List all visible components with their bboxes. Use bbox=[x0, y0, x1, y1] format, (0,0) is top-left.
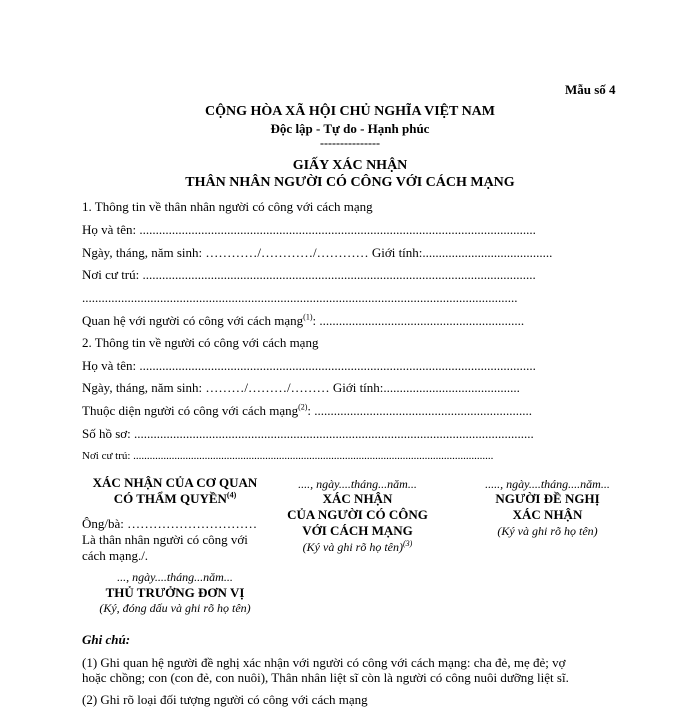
footnote-ref-2: (2) bbox=[298, 402, 308, 412]
merit-person-confirm-subtitle-2: VỚI CÁCH MẠNG bbox=[302, 523, 413, 538]
relative-residence-field: Nơi cư trú: ......................................................................................................................... bbox=[82, 267, 536, 282]
relative-residence-continued: ...................................................................................................................................... bbox=[82, 290, 518, 305]
authority-confirm-text-1: Là thân nhân người có công với bbox=[82, 532, 248, 547]
country-name: CỘNG HÒA XÃ HỘI CHỦ NGHĨA VIỆT NAM bbox=[204, 104, 495, 119]
footnote-ref-4: (4) bbox=[226, 490, 237, 500]
note-1-line-2: hoặc chồng; con (con đẻ, con nuôi), Thân nhân liệt sĩ còn là người có công nuôi dưỡng liệt sĩ. bbox=[82, 670, 569, 685]
notes-heading: Ghi chú: bbox=[82, 632, 131, 647]
merit-person-date-line: ...., ngày....tháng...năm... bbox=[298, 477, 417, 491]
authority-date-line: ..., ngày....tháng...năm... bbox=[117, 570, 233, 584]
form-number: Mẫu số 4 bbox=[565, 82, 616, 97]
authority-subtitle-text: CÓ THẨM QUYỀN bbox=[113, 491, 227, 506]
footnote-ref-1: (1) bbox=[303, 312, 313, 322]
requester-subtitle: XÁC NHẬN bbox=[512, 507, 583, 522]
record-number-field: Số hồ sơ: ........................................................................................................................... bbox=[82, 426, 534, 441]
relative-birth-gender-field: Ngày, tháng, năm sinh: …………/…………/………… Giới tính:........................................ bbox=[82, 245, 553, 260]
footnote-ref-3: (3) bbox=[402, 539, 413, 548]
unit-head-title: THỦ TRƯỞNG ĐƠN VỊ bbox=[105, 585, 245, 600]
note-2: (2) Ghi rõ loại đối tượng người có công với cách mạng bbox=[82, 692, 368, 707]
merit-person-sign-note-text: (Ký và ghi rõ họ tên) bbox=[302, 540, 403, 554]
merit-person-name-field: Họ và tên: .......................................................................................................................... bbox=[82, 358, 536, 373]
merit-category-label: Thuộc diện người có công với cách mạng bbox=[82, 403, 299, 418]
merit-person-confirm-title: XÁC NHẬN bbox=[322, 491, 393, 506]
relationship-field bbox=[82, 313, 524, 329]
document-title: GIẤY XÁC NHẬN bbox=[292, 158, 408, 173]
authority-confirmation-title: XÁC NHẬN CỦA CƠ QUAN bbox=[92, 475, 258, 490]
unit-head-sign-note: (Ký, đóng dấu và ghi rõ họ tên) bbox=[99, 601, 251, 615]
relationship-label: Quan hệ với người có công với cách mạng bbox=[82, 313, 304, 328]
merit-person-birth-gender-field: Ngày, tháng, năm sinh: ………/………/……… Giới tính:.......................................... bbox=[82, 380, 520, 395]
authority-confirmation-subtitle bbox=[80, 491, 270, 507]
merit-person-confirm-subtitle: CỦA NGƯỜI CÓ CÔNG bbox=[287, 507, 428, 522]
requester-date-line: ....., ngày....tháng....năm... bbox=[485, 477, 610, 491]
document-subtitle: THÂN NHÂN NGƯỜI CÓ CÔNG VỚI CÁCH MẠNG bbox=[185, 175, 515, 190]
national-motto: Độc lập - Tự do - Hạnh phúc bbox=[270, 121, 430, 136]
merit-category-dots: : ................................................................... bbox=[307, 403, 533, 418]
relationship-dots: : ............................................................... bbox=[312, 313, 525, 328]
requester-sign-note: (Ký và ghi rõ họ tên) bbox=[497, 524, 598, 538]
header-divider: --------------- bbox=[320, 136, 380, 150]
authority-confirm-text-2: cách mạng./. bbox=[82, 548, 149, 563]
note-1-line-1: (1) Ghi quan hệ người đề nghị xác nhận với người có công với cách mạng: cha đẻ, mẹ đẻ; vợ bbox=[82, 655, 566, 670]
relative-name-field: Họ và tên: .......................................................................................................................... bbox=[82, 222, 536, 237]
merit-person-sign-note bbox=[270, 540, 445, 555]
merit-category-field bbox=[82, 403, 532, 419]
merit-person-residence-field: Nơi cư trú: ................................................................................................................................... bbox=[82, 450, 494, 462]
authority-person-field: Ông/bà: ………………………… bbox=[82, 516, 258, 531]
section2-heading: 2. Thông tin về người có công với cách mạng bbox=[82, 335, 319, 350]
requester-title: NGƯỜI ĐỀ NGHỊ bbox=[495, 491, 600, 506]
section1-heading: 1. Thông tin về thân nhân người có công với cách mạng bbox=[82, 199, 373, 214]
